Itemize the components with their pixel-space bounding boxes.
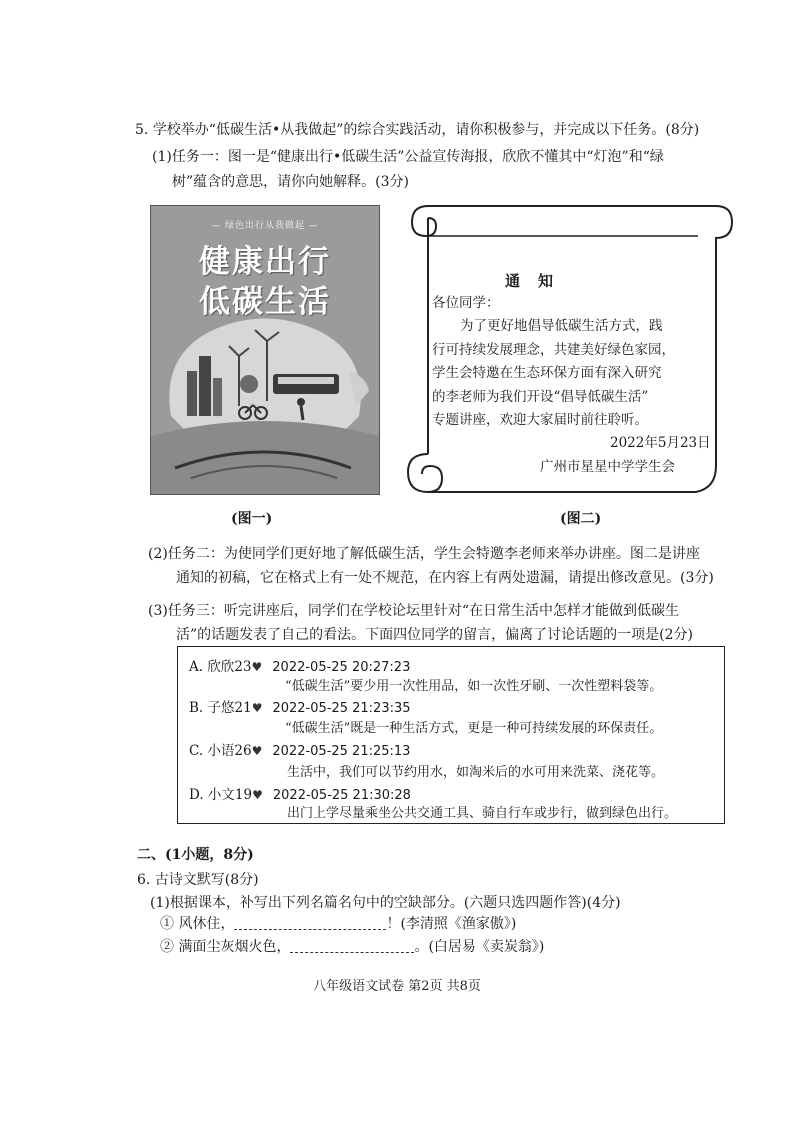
forum-user-label: A. 欣欣23: [189, 659, 252, 675]
figure-1-caption: (图一): [231, 511, 273, 527]
poster-title-line-2: 低碳生活: [199, 284, 331, 320]
forum-post-text: “低碳生活”要少用一次性用品，如一次性牙刷、一次性塑料袋等。: [285, 679, 663, 694]
poem-item-1-suffix: ！(李清照《渔家傲》): [386, 916, 517, 932]
forum-user-label: C. 小语26: [189, 743, 252, 759]
task-1-line-1: (1)任务一：图一是“健康出行•低碳生活”公益宣传海报，欣欣不懂其中“灯泡”和“绿: [152, 149, 664, 165]
forum-timestamp: 2022-05-25 21:30:28: [272, 788, 411, 803]
notice-body-line: 的李老师为我们开设“倡导低碳生活”: [432, 389, 649, 405]
task-2-line-1: (2)任务二：为使同学们更好地了解低碳生活，学生会特邀李老师来举办讲座。图二是讲座: [148, 546, 700, 562]
poem-item-2: [160, 937, 544, 957]
heart-icon: ♥: [251, 744, 263, 758]
notice-body-line: 为了更好地倡导低碳生活方式，践: [460, 318, 663, 334]
task-3-line-2: 活”的话题发表了自己的看法。下面四位同学的留言，偏离了讨论话题的一项是(2分): [176, 627, 693, 643]
forum-post-header: [189, 739, 410, 759]
notice-salutation: 各位同学：: [432, 295, 500, 311]
question-5-stem: 5. 学校举办“低碳生活•从我做起”的综合实践活动，请你积极参与，并完成以下任务。(8分): [135, 122, 700, 138]
forum-post-text: “低碳生活”既是一种生活方式，更是一种可持续发展的环保责任。: [285, 721, 663, 736]
page-footer: 八年级语文试卷 第2页 共8页: [313, 979, 481, 994]
poem-item-1-prefix: ① 风休住，: [160, 916, 235, 932]
heart-icon: ♥: [251, 660, 263, 674]
forum-post-text: 出门上学尽量乘坐公共交通工具、骑自行车或步行，做到绿色出行。: [287, 806, 678, 821]
task-3-line-1: (3)任务三：听完讲座后，同学们在学校论坛里针对“在日常生活中怎样才能做到低碳生: [148, 603, 679, 619]
figure-2-caption: (图二): [560, 511, 602, 527]
forum-timestamp: 2022-05-25 21:25:13: [272, 744, 411, 759]
poster-tagline: — 绿色出行从我做起 —: [211, 221, 319, 231]
notice-body-line: 学生会特邀在生态环保方面有深入研究: [432, 365, 662, 381]
forum-timestamp: 2022-05-25 20:27:23: [272, 660, 411, 675]
forum-post-text: 生活中，我们可以节约用水，如淘米后的水可用来洗菜、浇花等。: [287, 765, 665, 780]
forum-user-label: B. 子悠21: [189, 700, 252, 716]
answer-blank[interactable]: [290, 938, 414, 953]
forum-post-header: [189, 655, 410, 675]
heart-icon: ♥: [251, 701, 263, 715]
poem-item-2-suffix: 。(白居易《卖炭翁》): [414, 939, 545, 955]
answer-blank[interactable]: [234, 915, 386, 930]
notice-body-line: 专题讲座，欢迎大家届时前往聆听。: [432, 412, 648, 428]
notice-signature: 广州市星星中学学生会: [540, 459, 675, 475]
forum-timestamp: 2022-05-25 21:23:35: [272, 701, 411, 716]
poster-figure-1: [150, 205, 380, 495]
notice-body-line: 行可持续发展理念，共建美好绿色家园，: [432, 342, 675, 358]
poem-item-1: [160, 914, 516, 934]
heart-icon: ♥: [252, 788, 263, 802]
notice-title: 通知: [505, 272, 572, 290]
section-2-heading: 二、(1小题，8分): [137, 847, 254, 863]
notice-date: 2022年5月23日: [610, 435, 711, 451]
forum-post-header: [189, 696, 411, 716]
poster-title-line-1: 健康出行: [199, 244, 331, 280]
task-1-line-2: 树”蕴含的意思，请你向她解释。(3分): [172, 174, 409, 190]
question-6-sub-1: (1)根据课本，补写出下列名篇名句中的空缺部分。(六题只选四题作答)(4分): [150, 895, 621, 911]
question-6-stem: 6. 古诗文默写(8分): [137, 872, 259, 888]
forum-post-header: [189, 783, 411, 803]
poem-item-2-prefix: ② 满面尘灰烟火色，: [160, 939, 291, 955]
task-2-line-2: 通知的初稿，它在格式上有一处不规范，在内容上有两处遗漏，请提出修改意见。(3分): [176, 570, 714, 586]
forum-user-label: D. 小文19: [189, 787, 253, 803]
